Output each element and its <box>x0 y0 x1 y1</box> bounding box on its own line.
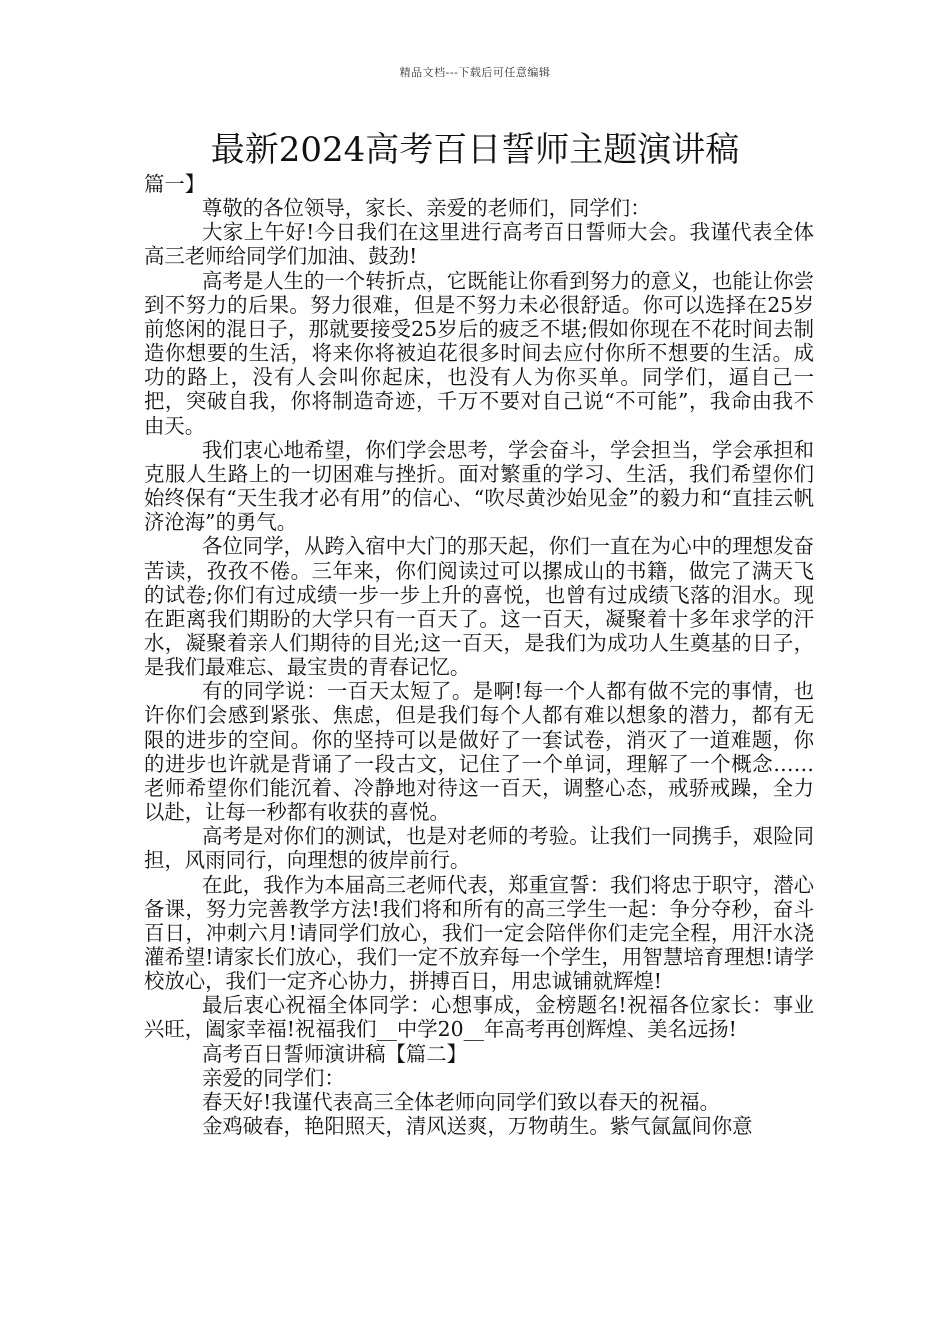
document-title: 最新2024高考百日誓师主题演讲稿 <box>210 130 740 170</box>
paragraph-oath: 在此，我作为本届高三老师代表，郑重宣誓：我们将忠于职守，潜心备课，努力完善教学方法!我们将和所有的高三学生一起：争分夺秒，奋斗百日，冲刺六月!请同学们放心，我们一定会陪伴你们走完全程，用汗水浇灌希望!请家长们放心，我们一定不放弃每一个学生，用智慧培育理想!请学校放心，我们一定齐心协力，拼搏百日，用忠诚铺就辉煌! <box>144 872 814 994</box>
paragraph-greeting: 尊敬的各位领导，家长、亲爱的老师们，同学们： <box>202 196 651 221</box>
paragraph-opening: 大家上午好!今日我们在这里进行高考百日誓师大会。我谨代表全体高三老师给同学们加油、鼓劲! <box>144 220 814 269</box>
paragraph-hundred-days: 有的同学说：一百天太短了。是啊!每一个人都有做不完的事情，也许你们会感到紧张、焦虑，但是我们每个人都有难以想象的潜力，都有无限的进步的空间。你的坚持可以是做好了一套试卷，消灭了一道难题，你的进步也许就是背诵了一段古文，记住了一个单词，理解了一个概念……老师希望你们能沉着、冷静地对待这一百天，调整心态，戒骄戒躁，全力以赴，让每一秒都有收获的喜悦。 <box>144 679 814 825</box>
header-note: 精品文档---下载后可任意编辑 <box>399 66 551 79</box>
document-body <box>144 172 814 1138</box>
paragraph-turning-point: 高考是人生的一个转折点，它既能让你看到努力的意义，也能让你尝到不努力的后果。努力很难，但是不努力未必很舒适。你可以选择在25岁前悠闲的混日子，那就要接受25岁后的疲乏不堪;假如你现在不花时间去制造你想要的生活，将来你将被迫花很多时间去应付你所不想要的生活。成功的路上，没有人会叫你起床，也没有人为你买单。同学们，逼自己一把，突破自我，你将制造奇迹，千万不要对自己说“不可能”，我命由我不由天。 <box>144 268 814 438</box>
paragraph-hope: 我们衷心地希望，你们学会思考，学会奋斗，学会担当，学会承担和克服人生路上的一切困难与挫折。面对繁重的学习、生活，我们希望你们始终保有“天生我才必有用”的信心、“吹尽黄沙始见金”的毅力和“直挂云帆济沧海”的勇气。 <box>144 437 814 535</box>
section-label: 篇一】 <box>144 172 206 196</box>
paragraph-salutation-2: 亲爱的同学们： <box>202 1065 345 1090</box>
paragraph-test: 高考是对你们的测试，也是对老师的考验。让我们一同携手，艰险同担，风雨同行，向理想的彼岸前行。 <box>144 824 814 873</box>
paragraph-three-years: 各位同学，从跨入宿中大门的那天起，你们一直在为心中的理想发奋苦读，孜孜不倦。三年来，你们阅读过可以摞成山的书籍，做完了满天飞的试卷;你们有过成绩一步一步上升的喜悦，也曾有过成绩飞落的泪水。现在距离我们期盼的大学只有一百天了。这一百天，凝聚着十多年求学的汗水，凝聚着亲人们期待的目光;这一百天，是我们为成功人生奠基的日子，是我们最难忘、最宝贵的青春记忆。 <box>144 534 814 680</box>
section-2-heading: 高考百日誓师演讲稿【篇二】 <box>202 1041 468 1066</box>
paragraph-blessing: 最后衷心祝福全体同学：心想事成，金榜题名!祝福各位家长：事业兴旺，阖家幸福!祝福我们__中学20__年高考再创辉煌、美名远扬! <box>144 993 814 1042</box>
paragraph-spring-greeting: 春天好!我谨代表高三全体老师向同学们致以春天的祝福。 <box>202 1089 720 1114</box>
paragraph-spring: 金鸡破春，艳阳照天，清风送爽，万物萌生。紫气氤氲间你意 <box>202 1114 753 1139</box>
